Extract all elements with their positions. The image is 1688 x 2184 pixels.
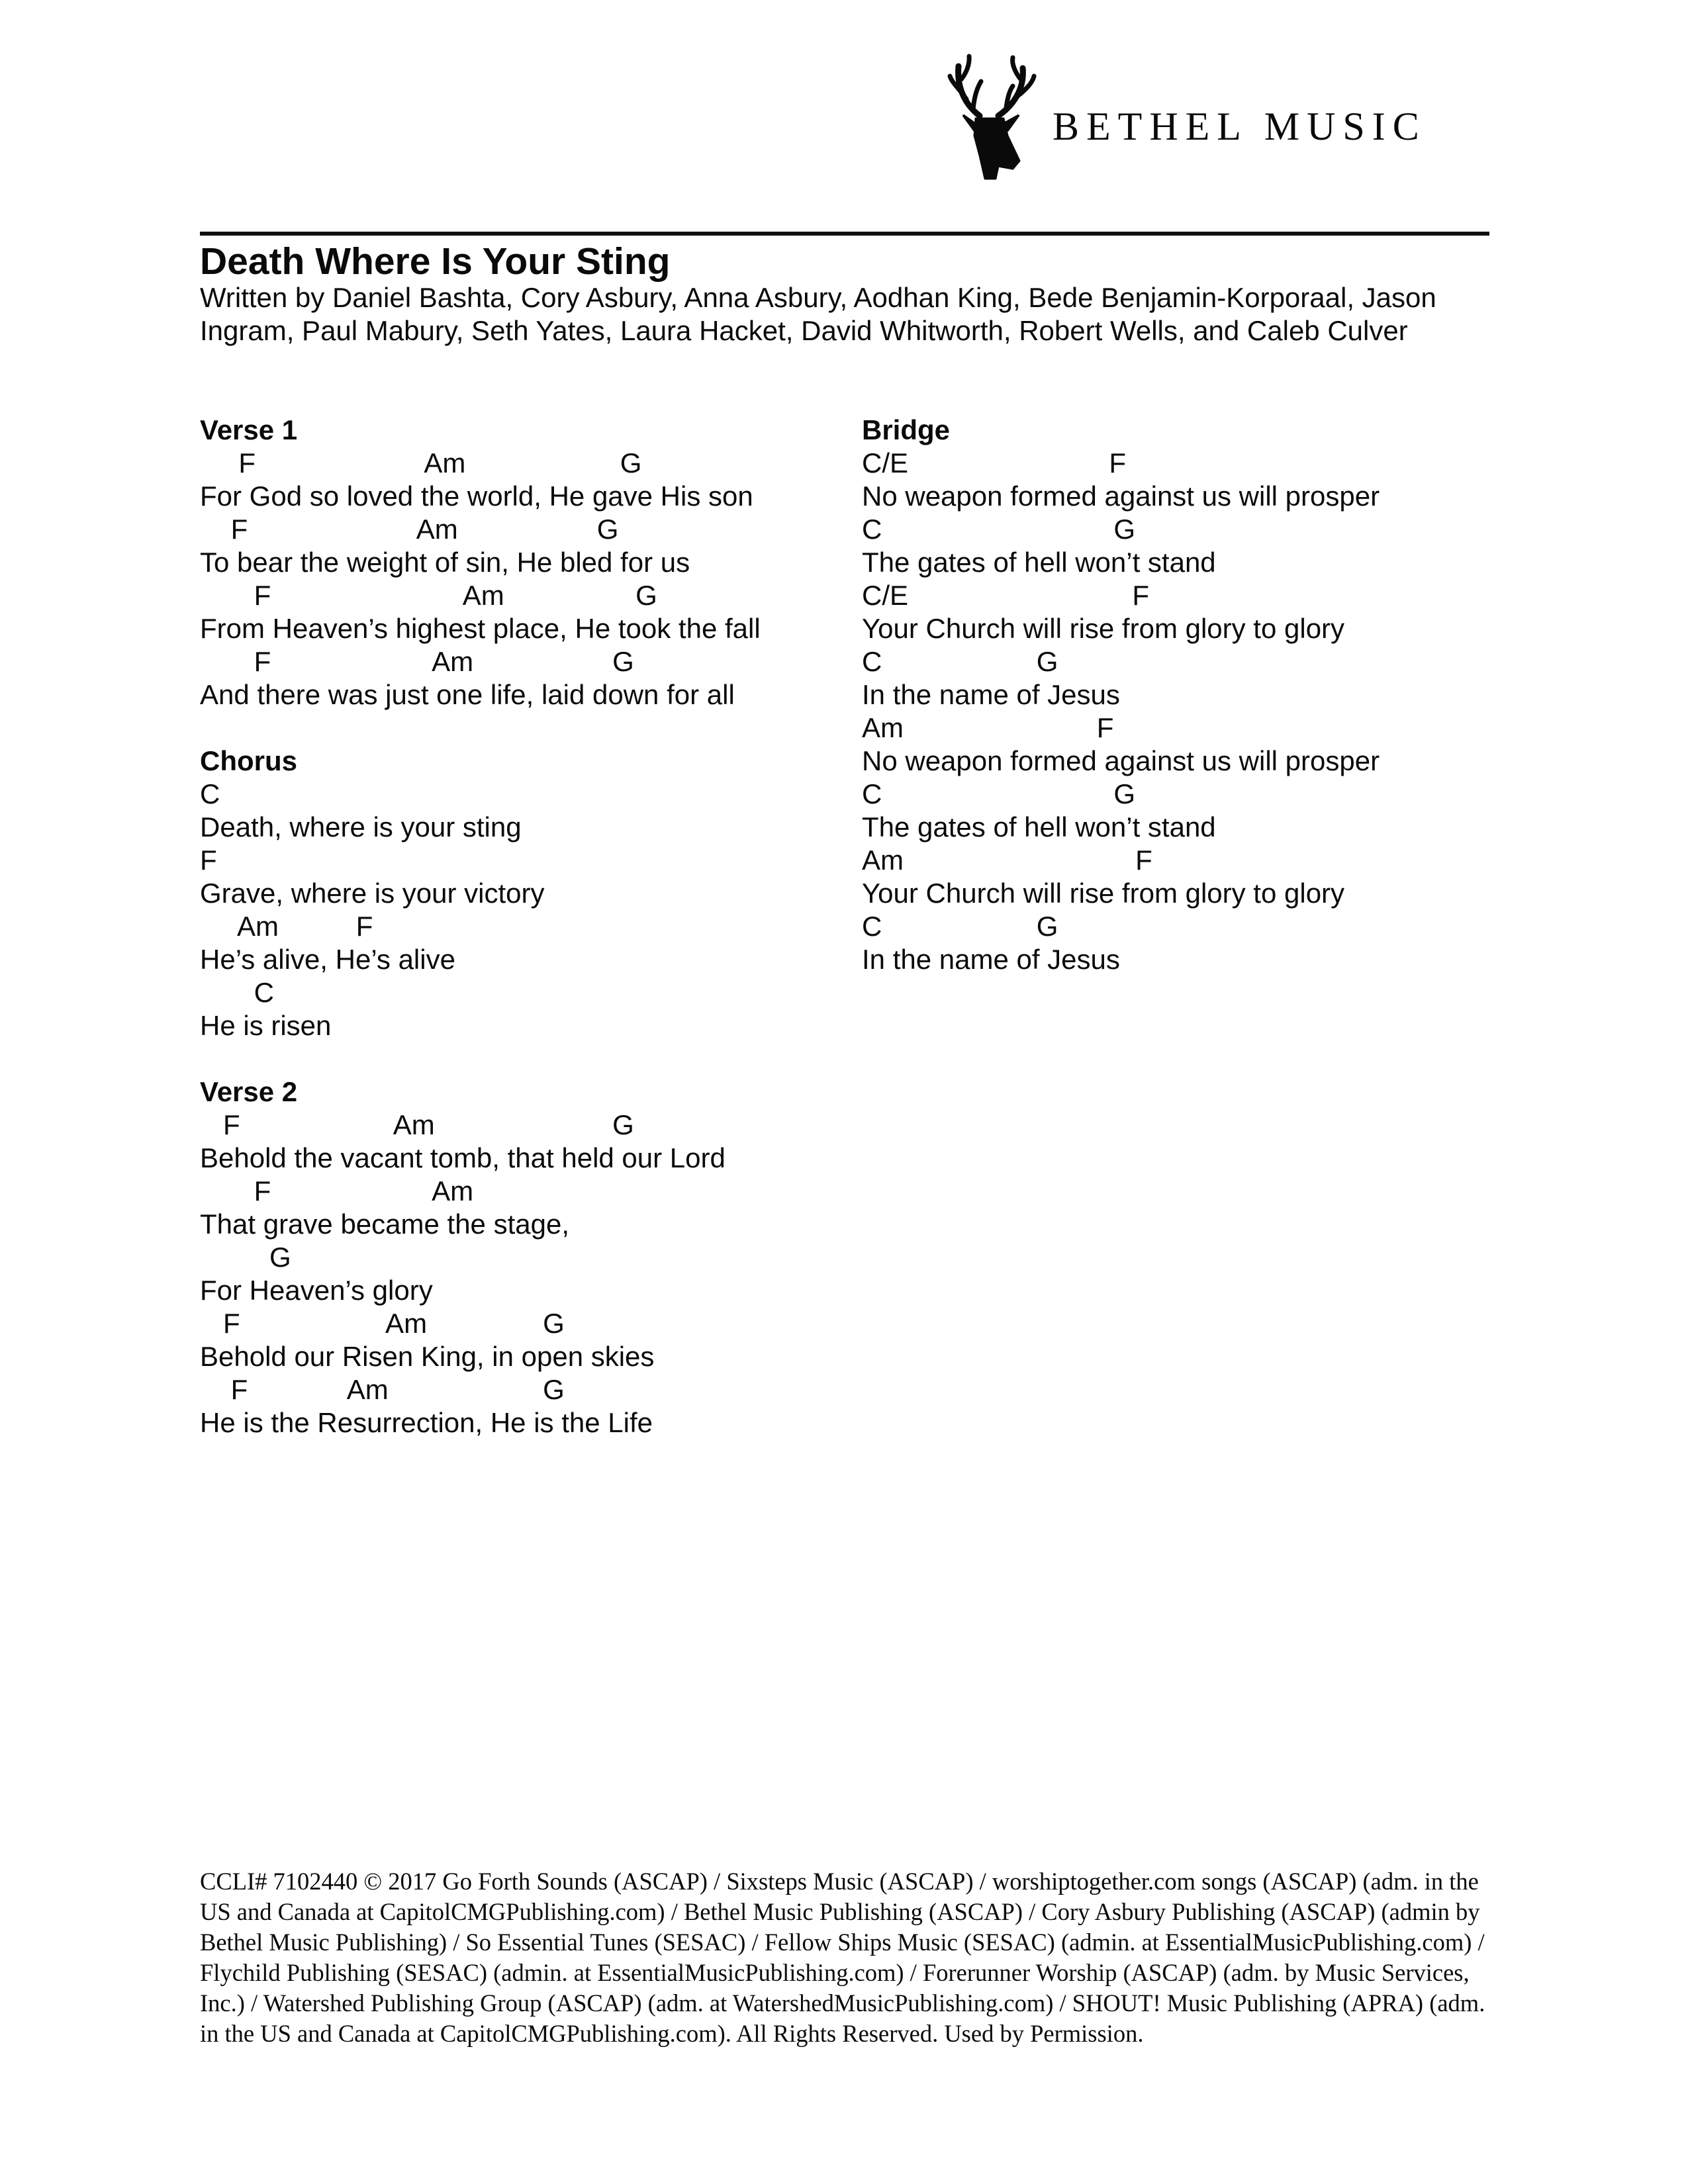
lyric-line: Death, where is your sting <box>200 811 522 842</box>
lyric-line: No weapon formed against us will prosper <box>862 480 1380 512</box>
chord-line: F Am G <box>200 1109 634 1140</box>
chord-line: Am F <box>862 712 1114 743</box>
lyric-line: That grave became the stage, <box>200 1208 569 1240</box>
lyric-line: And there was just one life, laid down for all <box>200 679 735 710</box>
chord-line: F Am G <box>200 1308 565 1339</box>
lyric-line: For God so loved the world, He gave His son <box>200 480 753 512</box>
chord-line: F Am G <box>200 447 642 478</box>
section-spacer <box>200 1042 862 1075</box>
right-column <box>862 414 1497 976</box>
chord-line: C/E F <box>862 447 1127 478</box>
lyric-line: Behold our Risen King, in open skies <box>200 1341 655 1372</box>
lyric-line: The gates of hell won’t stand <box>862 811 1216 842</box>
lyric-line: He is risen <box>200 1010 332 1041</box>
deer-head-icon <box>947 50 1046 182</box>
lyric-line: Behold the vacant tomb, that held our Lord <box>200 1142 726 1173</box>
lyric-line: From Heaven’s highest place, He took the fall <box>200 613 761 644</box>
chord-line: F Am G <box>200 580 657 611</box>
section-heading-verse-2: Verse 2 <box>200 1076 298 1107</box>
chord-line: C G <box>862 778 1136 809</box>
chord-line: C <box>200 778 220 809</box>
chord-line: C G <box>862 911 1058 942</box>
section-heading-bridge: Bridge <box>862 414 951 445</box>
lyric-line: Your Church will rise from glory to glory <box>862 878 1345 909</box>
chord-line: C G <box>862 646 1058 677</box>
lyric-line: In the name of Jesus <box>862 944 1120 975</box>
chord-line: F <box>200 844 217 876</box>
song-title: Death Where Is Your Sting <box>200 240 671 283</box>
section-heading-verse-1: Verse 1 <box>200 414 298 445</box>
left-column <box>200 414 862 1439</box>
chord-line: G <box>200 1242 291 1273</box>
chord-line: C/E F <box>862 580 1150 611</box>
header-divider <box>200 232 1489 236</box>
lyric-line: Grave, where is your victory <box>200 878 545 909</box>
lyric-line: The gates of hell won’t stand <box>862 547 1216 578</box>
lyric-line: He’s alive, He’s alive <box>200 944 455 975</box>
song-credits: Written by Daniel Bashta, Cory Asbury, Anna Asbury, Aodhan King, Bede Benjamin-Korporaal, Jason Ingram, Paul Mabury, Seth Yates, Laura Hacket, David Whitworth, Robert Wells, and Caleb Culver <box>200 282 1436 346</box>
brand-name: BETHEL MUSIC <box>1053 105 1427 148</box>
chord-line: C <box>200 977 275 1008</box>
lyric-line: No weapon formed against us will prosper <box>862 745 1380 776</box>
chord-line: F Am G <box>200 1374 565 1405</box>
chord-line: F Am G <box>200 646 634 677</box>
lyric-line: To bear the weight of sin, He bled for us <box>200 547 690 578</box>
lyric-line: He is the Resurrection, He is the Life <box>200 1407 653 1438</box>
chord-line: F Am G <box>200 514 619 545</box>
section-heading-chorus: Chorus <box>200 745 297 776</box>
lyric-line: In the name of Jesus <box>862 679 1120 710</box>
chord-line: F Am <box>200 1175 474 1206</box>
section-spacer <box>200 711 862 745</box>
chord-line: Am F <box>200 911 373 942</box>
lyric-line: For Heaven’s glory <box>200 1275 433 1306</box>
bethel-music-logo <box>947 50 1476 182</box>
chord-line: C G <box>862 514 1136 545</box>
chord-line: Am F <box>862 844 1152 876</box>
copyright-notice: CCLI# 7102440 © 2017 Go Forth Sounds (ASCAP) / Sixsteps Music (ASCAP) / worshiptogether.com songs (ASCAP) (adm. in the US and Canada at CapitolCMGPublishing.com) / Bethel Music Publishing (ASCAP) / Cory Asbury Publishing (ASCAP) (admin by Bethel Music Publishing) / So Essential Tunes (SESAC) / Fellow Ships Music (SESAC) (admin. at EssentialMusicPublishing.com) / Flychild Publishing (SESAC) (admin. at EssentialMusicPublishing.com) / Forerunner Worship (ASCAP) (adm. by Music Services, Inc.) / Watershed Publishing Group (ASCAP) (adm. at WatershedMusicPublishing.com) / SHOUT! Music Publishing (APRA) (adm. in the US and Canada at CapitolCMGPublishing.com). All Rights Reserved. Used by Permission. <box>200 1868 1485 2047</box>
lyric-line: Your Church will rise from glory to glory <box>862 613 1345 644</box>
